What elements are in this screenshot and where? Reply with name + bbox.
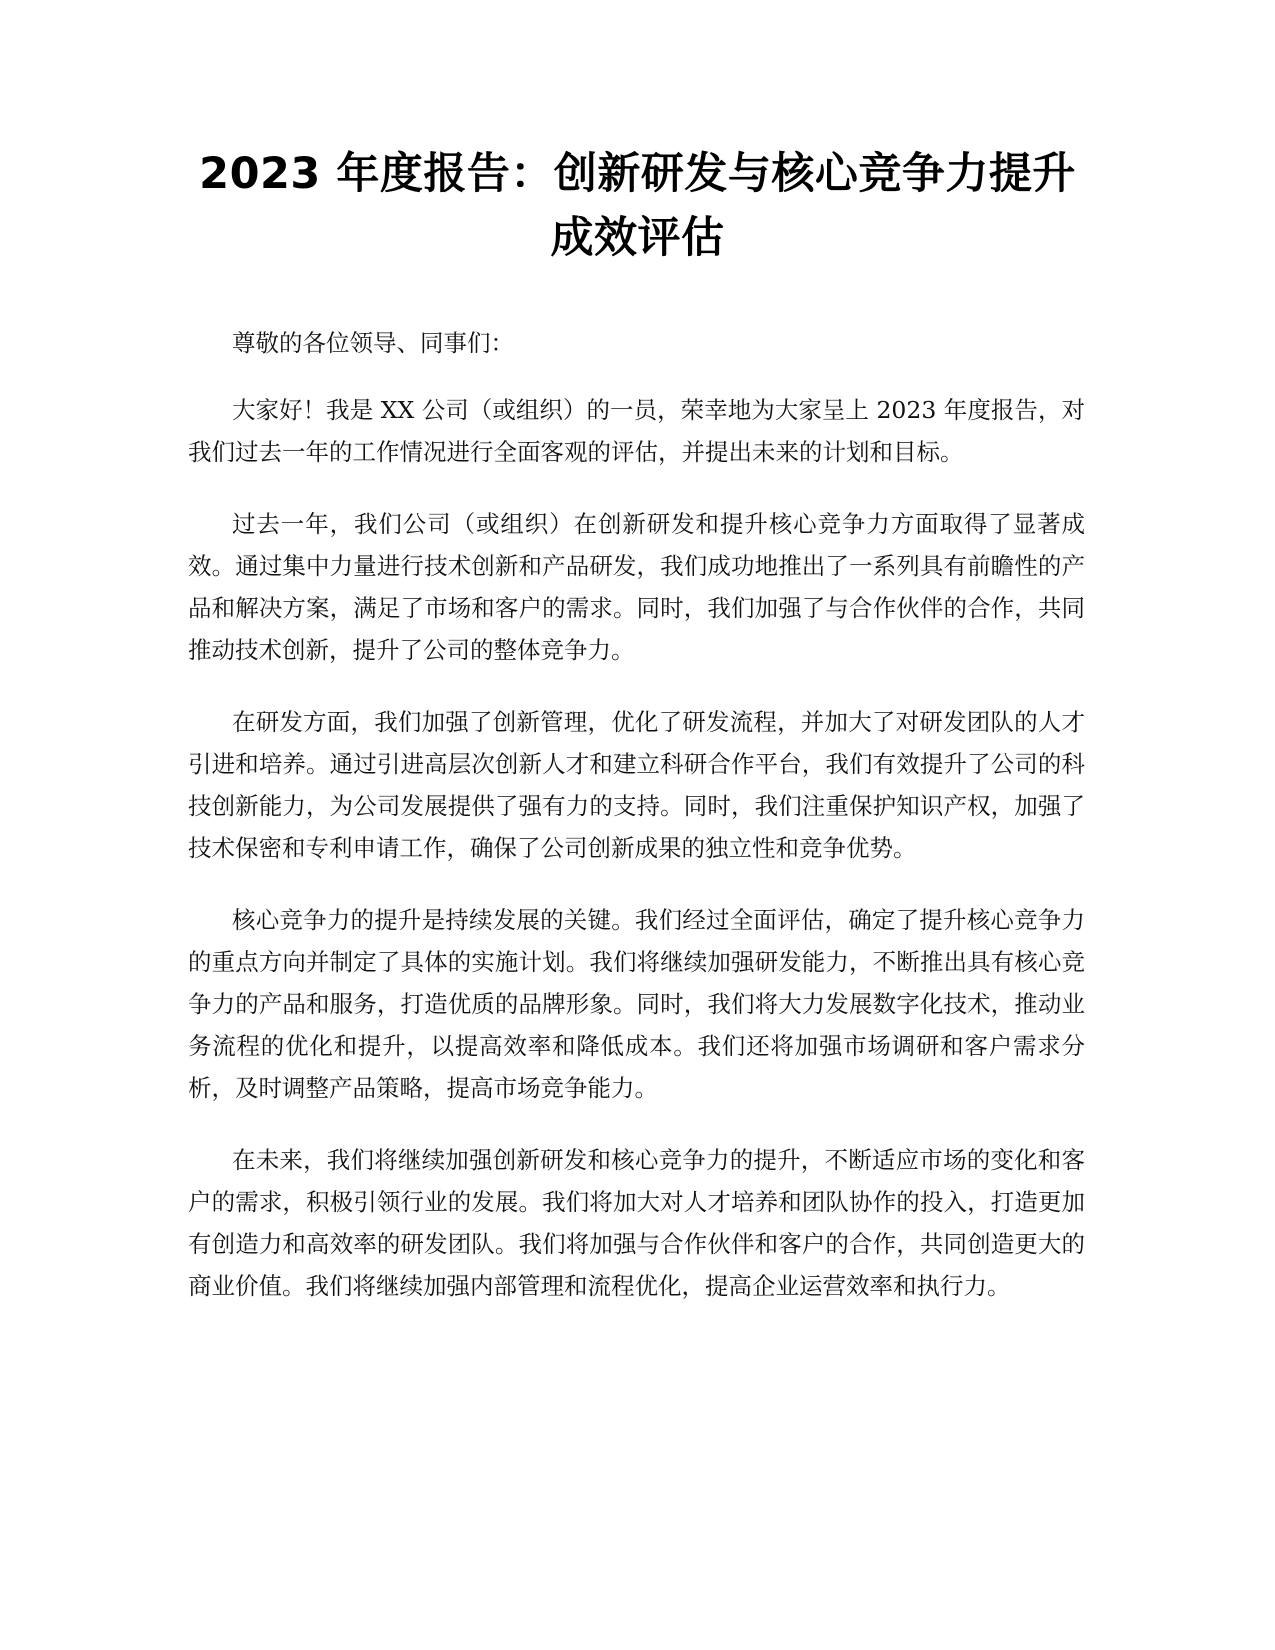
paragraph-future: 在未来，我们将继续加强创新研发和核心竞争力的提升，不断适应市场的变化和客户的需求，积极引领行业的发展。我们将加大对人才培养和团队协作的投入，打造更加有创造力和高效率的研发团队。我们将加强与合作伙伴和客户的合作，共同创造更大的商业价值。我们将继续加强内部管理和流程优化，提高企业运营效率和执行力。 [188, 1146, 1085, 1300]
paragraph-core-competitiveness: 核心竞争力的提升是持续发展的关键。我们经过全面评估，确定了提升核心竞争力的重点方向并制定了具体的实施计划。我们将继续加强研发能力，不断推出具有核心竞争力的产品和服务，打造优质的品牌形象。同时，我们将大力发展数字化技术，推动业务流程的优化和提升，以提高效率和降低成本。我们还将加强市场调研和客户需求分析，及时调整产品策略，提高市场竞争能力。 [188, 906, 1085, 1102]
document-title: 2023 年度报告：创新研发与核心竞争力提升成效评估 [199, 149, 1076, 263]
paragraph-research: 在研发方面，我们加强了创新管理，优化了研发流程，并加大了对研发团队的人才引进和培养。通过引进高层次创新人才和建立科研合作平台，我们有效提升了公司的科技创新能力，为公司发展提供了强有力的支持。同时，我们注重保护知识产权，加强了技术保密和专利申请工作，确保了公司创新成果的独立性和竞争优势。 [188, 708, 1085, 862]
document-body [188, 322, 1085, 1337]
salutation: 尊敬的各位领导、同事们： [232, 329, 514, 357]
paragraph-achievements: 过去一年，我们公司（或组织）在创新研发和提升核心竞争力方面取得了显著成效。通过集中力量进行技术创新和产品研发，我们成功地推出了一系列具有前瞻性的产品和解决方案，满足了市场和客户的需求。同时，我们加强了与合作伙伴的合作，共同推动技术创新，提升了公司的整体竞争力。 [188, 510, 1085, 664]
paragraph-intro: 大家好！我是 XX 公司（或组织）的一员，荣幸地为大家呈上 2023 年度报告，对我们过去一年的工作情况进行全面客观的评估，并提出未来的计划和目标。 [188, 396, 1085, 466]
